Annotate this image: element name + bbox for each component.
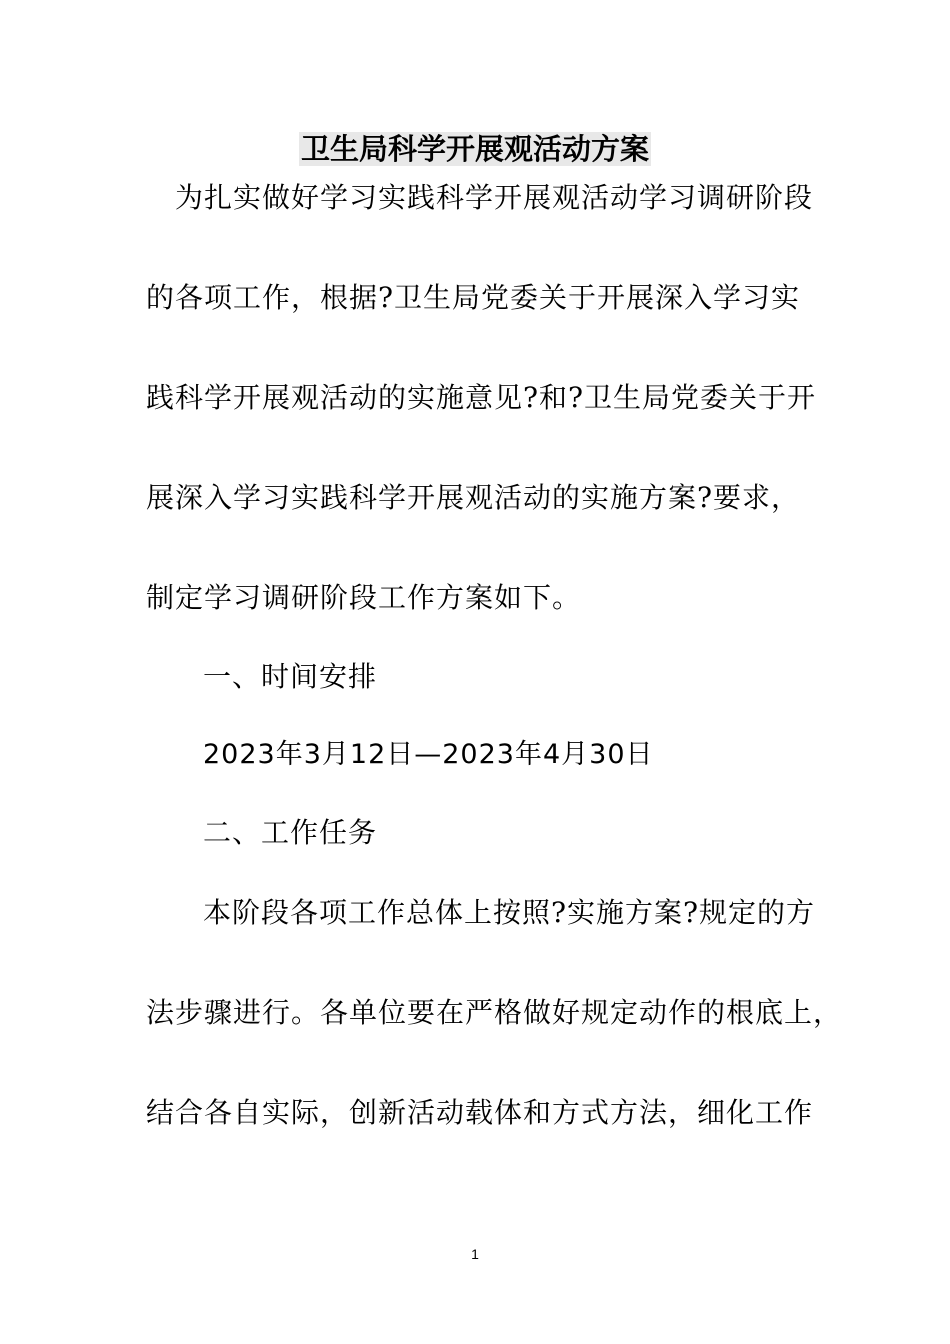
section-heading-schedule: 一、时间安排 bbox=[203, 660, 378, 693]
page-number: 1 bbox=[471, 1246, 479, 1262]
paragraph-line: 法步骤进行。各单位要在严格做好规定动作的根底上， bbox=[146, 996, 843, 1029]
document-title-text: 卫生局科学开展观活动方案 bbox=[300, 132, 649, 166]
paragraph-line: 展深入学习实践科学开展观活动的实施方案?要求， bbox=[146, 481, 801, 514]
section-heading-tasks: 二、工作任务 bbox=[203, 816, 378, 849]
paragraph-line: 践科学开展观活动的实施意见?和?卫生局党委关于开 bbox=[146, 381, 817, 414]
schedule-date-range: 2023年3月12日—2023年4月30日 bbox=[203, 739, 654, 770]
paragraph-line: 结合各自实际，创新活动载体和方式方法，细化工作 bbox=[146, 1096, 814, 1129]
paragraph-line: 的各项工作，根据?卫生局党委关于开展深入学习实 bbox=[146, 281, 801, 314]
document-title bbox=[0, 127, 950, 171]
paragraph-line: 为扎实做好学习实践科学开展观活动学习调研阶段 bbox=[175, 181, 814, 214]
paragraph-line: 制定学习调研阶段工作方案如下。 bbox=[146, 581, 582, 614]
paragraph-line: 本阶段各项工作总体上按照?实施方案?规定的方 bbox=[203, 896, 816, 929]
